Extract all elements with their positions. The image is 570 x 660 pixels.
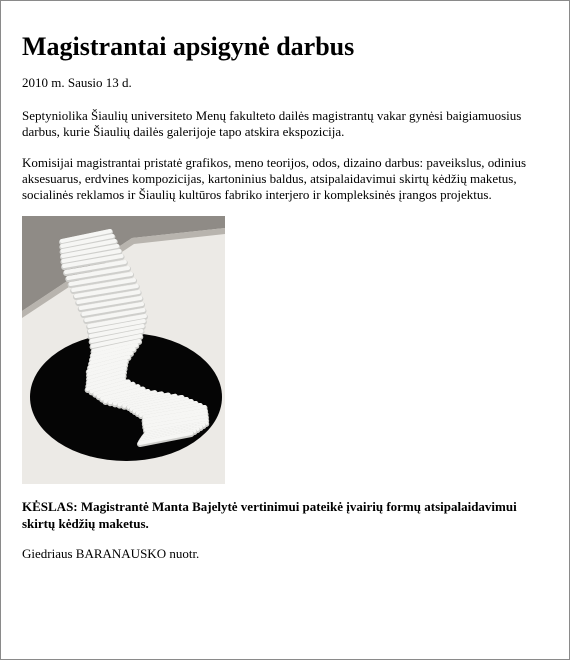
article-paragraph-2: Komisijai magistrantai pristatė grafikos, meno teorijos, odos, dizaino darbus: paveikslus, odinius aksesuarus, erdvines kompozicijas, kartoninius baldus, atsipalaidavimui skirtų kėdžių maketus, socialinės reklamos ir Šiaulių kultūros fabriko interjero ir kompleksinės įrangos projektus. (22, 155, 527, 202)
article-date: 2010 m. Sausio 13 d. (22, 75, 132, 90)
article-paragraph-1: Septyniolika Šiaulių universiteto Menų fakulteto dailės magistrantų vakar gynėsi baigiamuosius darbus, kurie Šiaulių dailės galerijoje tapo atskira ekspozicija. (22, 108, 522, 139)
article-title: Magistrantai apsigynė darbus (22, 32, 355, 61)
photo-credit: Giedriaus BARANAUSKO nuotr. (22, 546, 200, 561)
chair-photo-image (22, 216, 225, 484)
photo-caption: KĖSLAS: Magistrantė Manta Bajelytė vertinimui pateikė įvairių formų atsipalaidavimui skirtų kėdžių maketus. (22, 499, 517, 531)
chair-photo (22, 216, 225, 484)
